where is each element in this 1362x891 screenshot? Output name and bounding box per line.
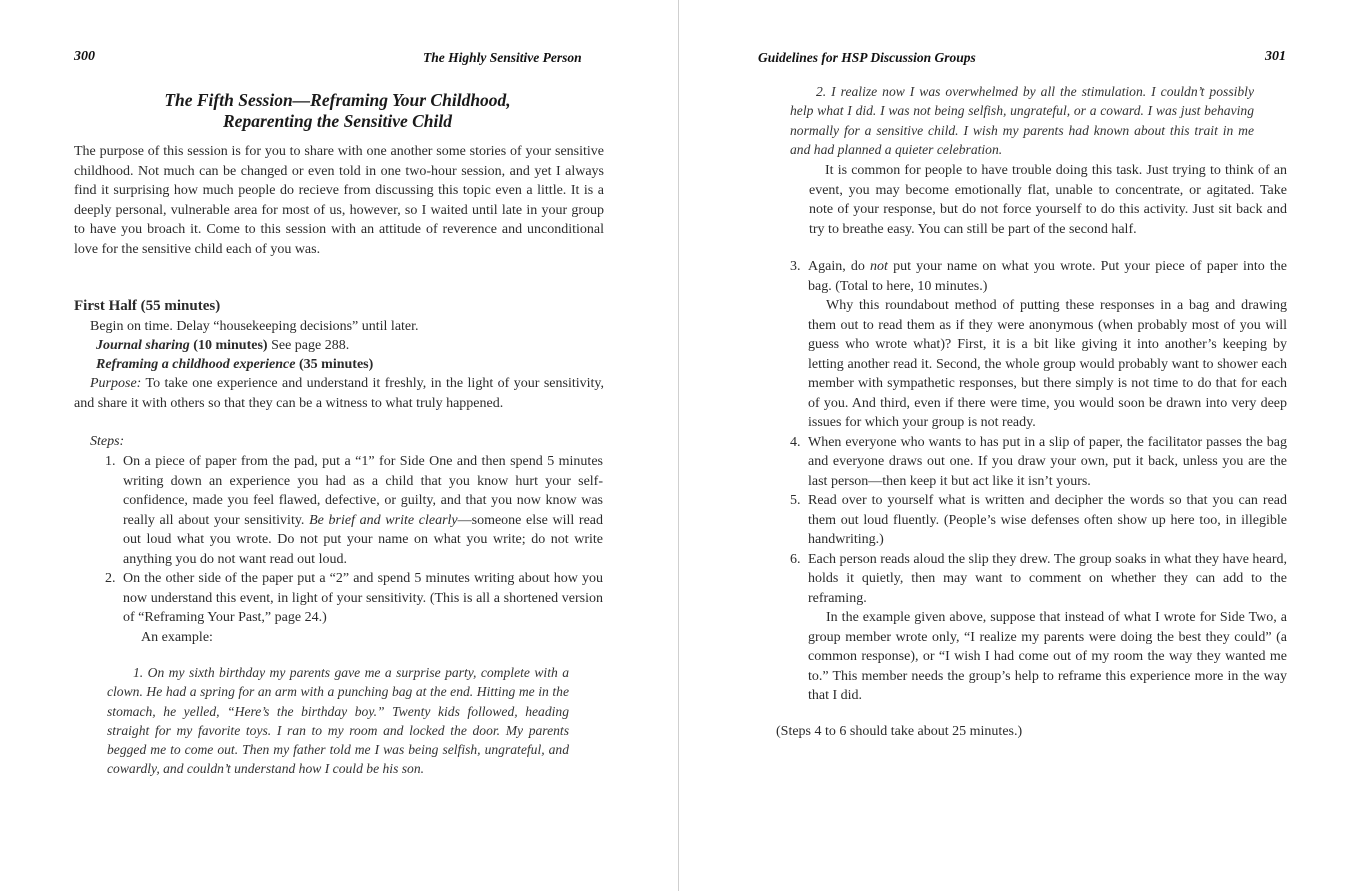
steps-list-left [105,452,603,647]
left-page [0,0,678,891]
example-side-one: 1. On my sixth birthday my parents gave me a surprise party, complete with a clown. He had a spring for an arm with a punching bag at the end. Hitting me in the stomach, he yelled, “Here’s the birthday boy.” Twenty kids followed, heading straight for my favorite toys. I ran to my room and locked the door. My parents begged me to come out. Then my father told me I was being selfish, ungrateful, and cowardly, and couldn’t understand how I could be his son. [107,665,569,777]
step-1-emphasis: Be brief and write clearly [309,512,458,528]
step-2 [105,569,603,628]
intro-paragraph: The purpose of this session is for you to share with one another some stories of your sensitive childhood. Not much can be changed or even told in one two-hour session, and yet I always find it surprising how much people do recieve from discussing this topic even a little. It is a deeply personal, vulnerable area for most of us, however, so I waited until late in your group to have you broach it. Come to this session with an attitude of reverence and unconditional love for the sensitive child each of you was. [74,144,604,257]
step-3-emphasis: not [870,259,888,274]
steps-label: Steps: [90,434,125,449]
step-4 [790,433,1287,492]
step-1 [105,452,603,569]
begin-line: Begin on time. Delay “housekeeping decisions” until later. [90,319,419,334]
journal-sharing-label: Journal sharing [96,338,190,353]
step-3 [790,257,1287,296]
purpose-text: To take one experience and understand it freshly, in the light of your sensitivity, and share it with others so that they can be a witness to what truly happened. [74,376,605,411]
step-1-number: 1. [105,454,116,469]
reframing-label: Reframing a childhood experience [96,357,296,372]
step-4-text: When everyone who wants to has put in a slip of paper, the facilitator passes the bag and everyone draws out one. If you draw your own, put it back, unless you are the last person—then keep it but act like it isn’t yours. [808,434,1287,489]
session-title-line2: Reparenting the Sensitive Child [223,111,452,131]
first-half-heading: First Half (55 minutes) [74,298,221,314]
step-3-number: 3. [790,259,801,274]
example-reframe-paragraph: In the example given above, suppose that instead of what I wrote for Side Two, a group member wrote only, “I realize my parents were doing the best they could” (a common response), or “I wish I had come out of my room the way they wanted me to.” This member needs the group’s help to reframe this experience more in the way that I did. [808,610,1287,703]
running-head-left: The Highly Sensitive Person [423,50,582,65]
step-4-number: 4. [790,434,801,450]
steps-timing-note: (Steps 4 to 6 should take about 25 minutes.) [776,724,1023,739]
journal-sharing-ref: See page 288. [271,338,350,353]
page-gutter [678,0,679,891]
session-title-line1: The Fifth Session—Reframing Your Childhood, [164,90,511,110]
reframing-time: (35 minutes) [299,357,374,372]
purpose-paragraph [74,374,604,413]
purpose-label: Purpose: [90,376,142,391]
example-side-two: 2. I realize now I was overwhelmed by all the stimulation. I couldn’t possibly help what I did. I was not being selfish, ungrateful, or a coward. I was just behaving normally for a sensitive child. I wish my parents had known about this trait in me and had planned a quieter celebration. [790,84,1254,157]
step-6-number: 6. [790,551,801,567]
journal-sharing-line [96,336,616,356]
step-3-text: Again, do not put your name on what you wrote. Put your piece of paper into the bag. (Total to here, 10 minutes.) [808,259,1288,294]
running-head-right: Guidelines for HSP Discussion Groups [758,50,976,65]
steps-list-right [790,257,1287,706]
step-1-text: On a piece of paper from the pad, put a “1” for Side One and then spend 5 minutes writing down an experience you had as a child that you know hurt your self-confidence, made you feel flawed, defective, or guilty, and that you now know was really all about your sensitivity. Be brief and write clearly—someone else will read out loud what you wrote. Do not put your name on what you write; do not write anything you do not want read out loud. [123,454,604,567]
step-5 [790,491,1287,550]
journal-sharing-time: (10 minutes) [193,338,268,353]
page-number-right: 301 [1265,49,1286,64]
step-2-text: On the other side of the paper put a “2” and spend 5 minutes writing about how you now understand this event, in light of your sensitivity. (This is all a shortened version of “Reframing Your Past,” page 24.) [123,571,603,625]
example-label: An example: [141,629,213,645]
why-paragraph: Why this roundabout method of putting these responses in a bag and drawing them out to read them as if they were anonymous (when probably most of you will guess who wrote what)? First, it is a bit like giving it into another’s keeping by letting another read it. Second, the whole group would probably want to shower each member with sympathetic responses, but there simply is not time to do that for each of you. And third, even if there were time, you would soon be drawn into very deep issues for which your group is not ready. [808,298,1287,430]
right-page [680,0,1362,891]
step-2-number: 2. [105,571,116,586]
step-6-text: Each person reads aloud the slip they drew. The group soaks in what they have heard, holds it quietly, then may want to comment on whether they can add to the reframing. [808,551,1287,606]
page-number-left: 300 [74,49,95,64]
step-5-number: 5. [790,493,801,508]
session-title [80,90,595,132]
step-5-text: Read over to yourself what is written and decipher the words so that you can read them out loud fluently. (People’s wise defenses often show up here too, in illegible handwriting.) [808,493,1287,547]
common-trouble-paragraph: It is common for people to have trouble doing this task. Just trying to think of an event, you may become emotionally flat, unable to concentrate, or agitated. Take note of your response, but do not force yourself to do this activity. Just sit back and try to breathe easy. You can still be part of the second half. [809,163,1287,237]
step-6 [790,550,1287,609]
reframing-line [96,355,616,375]
